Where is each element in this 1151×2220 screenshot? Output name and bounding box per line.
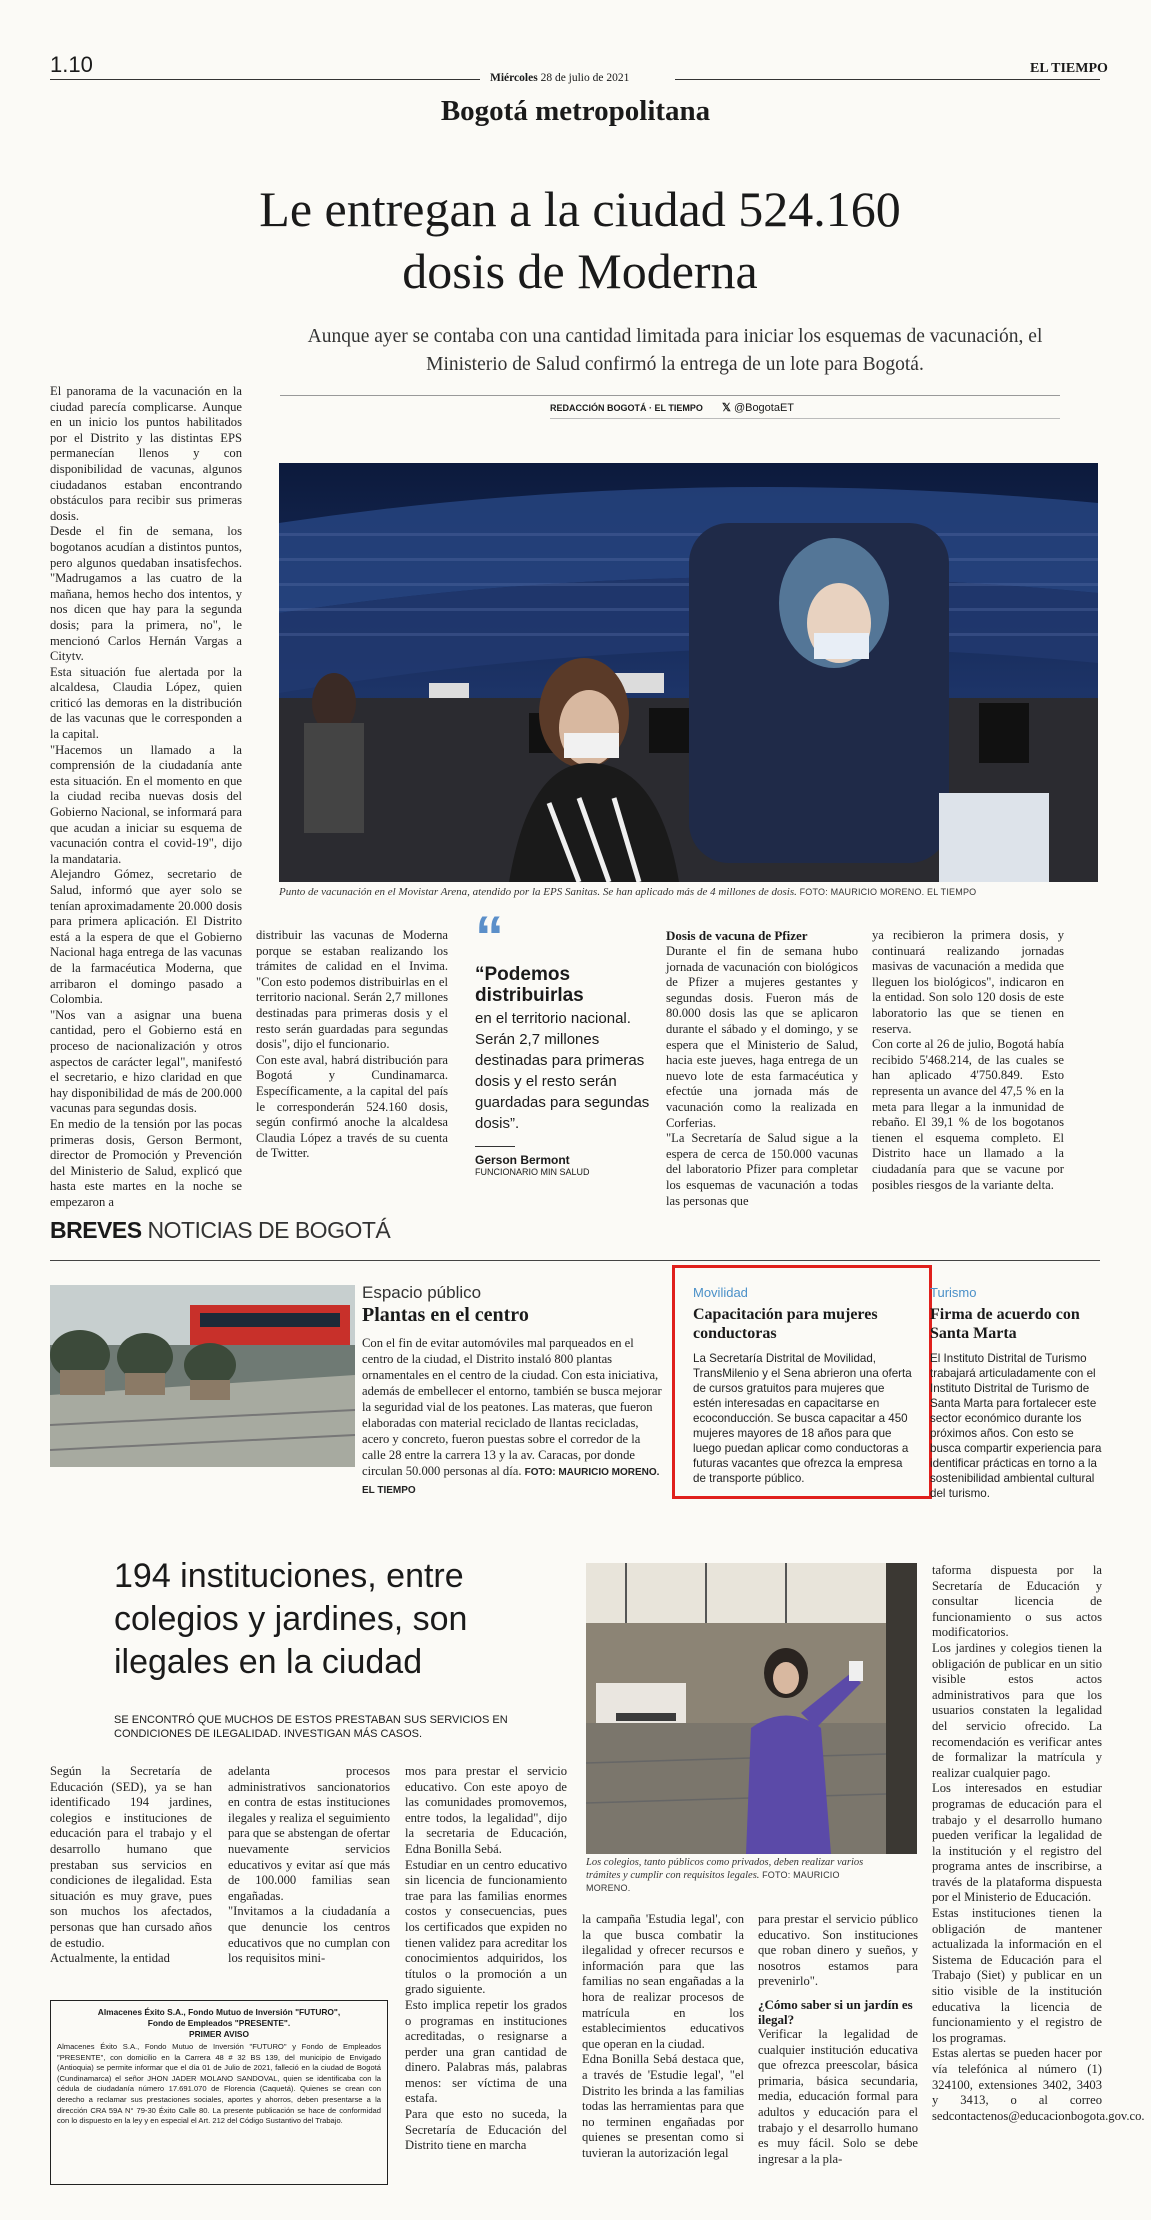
- quote-mark-icon: “: [475, 905, 504, 970]
- byline: REDACCIÓN BOGOTÁ · EL TIEMPO: [550, 403, 703, 413]
- twitter-handle: [722, 401, 794, 414]
- page-number: 1.10: [50, 52, 93, 77]
- quote-text: “Podemos distribuirlas: [475, 964, 584, 1006]
- header-rule-right: [675, 79, 1100, 80]
- masthead: EL TIEMPO: [1030, 61, 1108, 76]
- brief-plants-text: Con el fin de evitar automóviles mal parqueados en el centro de la ciudad, el Distrito instaló 800 plantas ornamentales en el centro de la ciudad. Con esta iniciativa, además de embellecer el entorno, también se busca mejorar la seguridad vial de los peatones. Las materas, que fueron elaboradas con material reciclado de llantas recicladas, acero y concreto, fueron puestas sobre el corredor de la calle 28 entre la carrera 13 y la av. Caracas, por donde circulan 50.000 personas al día.: [362, 1336, 662, 1478]
- quote-body: en el territorio nacional. Serán 2,7 millones destinadas para primeras dosis y el resto serán guardadas para segundas dosis”.: [475, 1010, 650, 1132]
- lead-deck: Aunque ayer se contaba con una cantidad limitada para iniciar los esquemas de vacunación, el Ministerio de Salud confirmó la entrega de un lote para Bogotá.: [307, 326, 1043, 375]
- second-col-1: Según la Secretaría de Educación (SED), ya se han identificado 194 jardines, colegios e instituciones de educación para el trabajo y el desarrollo humano que prestaban sus servicios en condiciones de ilegalidad. Esta situación es muy grave, pues son muchos los afectados, personas que han cursado años de estudio. Actualmente, la entidad: [50, 1764, 212, 1966]
- brief-plants: [362, 1283, 662, 1499]
- byline-rule: [280, 395, 1060, 396]
- second-col-5: [758, 1912, 918, 2167]
- twitter-text: @BogotaET: [733, 402, 795, 414]
- brief-turismo: [930, 1285, 1105, 1501]
- lead-photo-credit: FOTO: MAURICIO MORENO. EL TIEMPO: [799, 887, 977, 897]
- page-date: [490, 72, 629, 84]
- brief-movilidad-kicker: Movilidad: [693, 1285, 748, 1300]
- brief-turismo-title: Firma de acuerdo con Santa Marta: [930, 1306, 1080, 1342]
- breves-rule: [50, 1260, 1100, 1261]
- brief-movilidad-text: La Secretaría Distrital de Movilidad, TransMilenio y el Sena abrieron una oferta de cursos gratuitos para mujeres que estén interesadas en capacitarse en ecoconducción. Se busca capacitar a 450 mujeres mayores de 18 años para que luego puedan aplicar como conductoras a futuras vacantes que ofrezca la empresa de transporte público.: [693, 1352, 912, 1485]
- lead-photo-caption-text: Punto de vacunación en el Movistar Arena, atendido por la EPS Sanitas. Se han aplicado más de 4 millones de dosis.: [279, 886, 797, 898]
- quote-role: FUNCIONARIO MIN SALUD: [475, 1167, 590, 1177]
- brief-plants-credit: FOTO: MAURICIO MORENO. EL TIEMPO: [362, 1467, 660, 1496]
- plants-photo-image: [50, 1285, 355, 1467]
- twitter-icon: 𝕏: [722, 402, 731, 414]
- brief-plants-title: Plantas en el centro: [362, 1304, 529, 1326]
- pull-quote: [475, 905, 650, 1177]
- quote-rule: [475, 1146, 515, 1147]
- quote-author: Gerson Bermont: [475, 1153, 570, 1167]
- brief-movilidad: [693, 1285, 913, 1486]
- byline-rule-bottom: [550, 418, 1060, 419]
- breves-label-rest: NOTICIAS DE BOGOTÁ: [141, 1217, 391, 1243]
- second-col-5b-text: Verificar la legalidad de cualquier institución educativa que ofrezca preescolar, básica primaria, básica secundaria, media, educación formal para adultos y educación para el trabajo y el desarrollo humano es muy fácil. Solo se debe ingresar a la pla-: [758, 2026, 918, 2166]
- date-rest: 28 de julio de 2021: [537, 72, 630, 84]
- lead-col-5: ya recibieron la primera dosis, y continuará realizando jornadas masivas de vacunación a medida que lleguen los biológicos", indicaron en la entidad. Son solo 120 dosis de este laboratorio las que se tienen en reserva. Con corte al 26 de julio, Bogotá había recibido 5'468.214, de las cuales se han aplicado 4'750.849. Esto representa un avance del 47,5 % en la meta para llegar a la inmunidad de rebaño. El 39,1 % de los bogotanos tienen el esquema completo. El Distrito hace un llamado a la ciudadanía para que se vacune por posibles riesgos de la variante delta.: [872, 928, 1064, 1192]
- school-photo-image: [586, 1563, 917, 1854]
- legal-check-subhead: ¿Cómo saber si un jardín es ilegal?: [758, 1996, 913, 2027]
- breves-photo: [50, 1285, 355, 1467]
- second-photo-credit: FOTO: MAURICIO MORENO.: [586, 1870, 840, 1893]
- vaccination-photo-image: [279, 463, 1098, 882]
- brief-plants-body: [362, 1335, 662, 1499]
- second-col-6: taforma dispuesta por la Secretaría de Educación y consultar licencia de funcionamiento o sus actos modificatorios. Los jardines y colegios tienen la obligación de publicar en un sitio visible estos actos administrativos para que los usuarios constaten la legalidad del servicio ofrecido. La recomendación es verificar antes de formalizar la matrícula y realizar cualquier pago. Los interesados en estudiar programas de educación para el trabajo y el desarrollo humano pueden verificar la legalidad de la institución y el registro del programa antes de inscribirse, a través de la plataforma dispuesta por el Ministerio de Educación. Estas instituciones tienen la obligación de mantener actualizada la información en el Sistema de Educación para el Trabajo (Siet) y publicar en un sitio visible de la institución educativa la licencia de funcionamiento y el registro de los programas. Estas alertas se pueden hacer por vía telefónica al número (1) 324100, extensiones 3402, 3403 y 3413, o al correo sedcontactenos@educacionbogota.gov.co.: [932, 1563, 1145, 2123]
- breves-label-bold: BREVES: [50, 1217, 142, 1243]
- notice-head-1: Almacenes Éxito S.A., Fondo Mutuo de Inversión "FUTURO",: [97, 2007, 341, 2017]
- lead-col-4-text: Durante el fin de semana hubo jornada de vacunación con biológicos de Pfizer a mujeres gestantes y segundas dosis. Fueron más de 80.000 dosis las que se aplicaron durante el sábado y el domingo, y se espera que el Ministerio de Salud, hacia este jueves, haga entrega de un nuevo lote de esta farmacéutica y efectúe una jornada más de vacunación como la realizada en Corferias. "La Secretaría de Salud sigue a la espera de cerca de 150.000 vacunas del laboratorio Pfizer para completar los esquemas de vacunación a todas las personas que: [666, 944, 858, 1208]
- brief-turismo-kicker: Turismo: [930, 1285, 977, 1300]
- second-col-4: la campaña 'Estudia legal', con la que busca combatir la ilegalidad y ofrecer recursos e información para que las familias no sean engañadas a la hora de realizar procesos de matrícula en los establecimientos educativos que operan en la ciudad. Edna Bonilla Sebá destaca que, a través de 'Estudie legal', "el Distrito les brinda a las familias todas las herramientas para que no terminen engañadas por quienes se presentan como si tuvieran la autorización legal: [582, 1912, 744, 2160]
- section-title: Bogotá metropolitana: [440, 95, 711, 127]
- legal-notice: [50, 2000, 388, 2185]
- second-photo-caption-text: Los colegios, tanto públicos como privados, deben realizar varios trámites y cumplir con requisitos legales.: [586, 1857, 864, 1881]
- second-photo-caption: [586, 1856, 886, 1895]
- second-col-5-text: para prestar el servicio público educativo. Son instituciones que roban dinero y sueños, y nosotros estamos para prevenirlo".: [758, 1912, 918, 1989]
- lead-photo-caption: [279, 886, 1109, 898]
- date-day: Miércoles: [490, 72, 538, 84]
- second-col-2: adelanta procesos administrativos sancionatorios en contra de estas instituciones ilegales y realiza el seguimiento para que se abstengan de ofertar nuevamente servicios educativos y evitar así que más de 100.000 familias sean engañadas. "Invitamos a la ciudadanía a que denuncie los centros educativos que no cumplan con los requisitos mini-: [228, 1764, 390, 1966]
- lead-col-1: El panorama de la vacunación en la ciudad parecía complicarse. Aunque en un inicio los puntos habilitados por el Distrito y las distintas EPS permanecían llenos y con disponibilidad de vacunas, algunos ciudadanos estaban encontrando obstáculos para recibir sus primeras dosis. Desde el fin de semana, los bogotanos acudían a distintos puntos, pero algunos quedaban insatisfechos. "Madrugamos a las cuatro de la mañana, hemos hecho dos intentos, y nos dicen que hay para la segunda dosis; para la primera, no", le mencionó Carlos Hernán Vargas a Citytv. Esta situación fue alertada por la alcaldesa, Claudia López, quien criticó las demoras en la distribución de las vacunas que le corresponden a la capital. "Hacemos un llamado a la comprensión de la ciudadanía ante esta situación. En el momento en que la ciudad reciba nuevas dosis del Gobierno Nacional, se informará para que acudan a iniciar su esquema de vacunación contra el covid-19", dijo la mandataria. Alejandro Gómez, secretario de Salud, informó que ayer solo se tenían aproximadamente 20.000 dosis para primera aplicación. El Distrito está a la espera de que el Gobierno Nacional haga entrega de las vacunas de la farmacéutica Moderna, que arribaron el domingo pasado a Colombia. "Nos van a asignar una buena cantidad, pero el Gobierno está en proceso de nacionalización y otros aspectos de carácter legal", manifestó el secretario, e hizo claridad en que hay disponibilidad de más de 200.000 vacunas para segundas dosis. En medio de la tensión por las pocas primeras dosis, Gerson Bermont, director de Promoción y Prevención del Ministerio de Salud, explicó que hasta este martes en la noche se empezaron a: [50, 384, 242, 1209]
- lead-headline: Le entregan a la ciudad 524.160 dosis de Moderna: [259, 181, 901, 299]
- pfizer-subhead: Dosis de vacuna de Pfizer: [666, 928, 808, 943]
- header-rule-left: [50, 79, 480, 80]
- second-col-3: mos para prestar el servicio educativo. Con este apoyo de las comunidades promovemos, entre todos, la legalidad", dijo la secretaria de Educación, Edna Bonilla Sebá. Estudiar en un centro educativo sin licencia de funcionamiento trae para las familias enormes costos y consecuencias, pues los certificados que expiden no tienen validez para acreditar los conocimientos adquiridos, los títulos o la promoción a un grado siguiente. Esto implica repetir los grados o programas en instituciones acreditadas, o resignarse a perder una gran cantidad de dinero. Palabras más, palabras menos: ser víctima de una estafa. Para que esto no suceda, la Secretaría de Educación del Distrito tiene en marcha: [405, 1764, 567, 2153]
- second-headline: 194 instituciones, entre colegios y jardines, son ilegales en la ciudad: [114, 1557, 468, 1681]
- second-photo: [586, 1563, 917, 1854]
- notice-head-2: Fondo de Empleados "PRESENTE".: [147, 2018, 291, 2028]
- notice-body: Almacenes Éxito S.A., Fondo Mutuo de Inversión "FUTURO" y Fondo de Empleados "PRESENTE", con domicilio en la Carrera 48 # 32 BS 139, del municipio de Envigado (Antioquia) se permite informar que el día 01 de Julio de 2021, falleció en la ciudad de Bogotá (Cundinamarca) el señor JHON JADER MOLANO SANDOVAL, quien se identificaba con la cédula de ciudadanía número 17.691.070 de Florencia (Caquetá). Quienes se crean con derecho a reclamar sus prestaciones sociales, aportes y ahorros, deben presentarse a la dirección CRA 59A N° 79-30 Éxito Calle 80. La presente publicación se hace de conformidad con lo dispuesto en la ley y en especial el Art. 212 del Código Sustantivo del Trabajo.: [57, 2042, 381, 2126]
- breves-label: [50, 1217, 390, 1244]
- notice-head-3: PRIMER AVISO: [188, 2029, 250, 2039]
- lead-col-2: distribuir las vacunas de Moderna porque se estaban realizando los trámites de calidad en el Invima. "Con esto podemos distribuirlas en el territorio nacional. Serán 2,7 millones destinadas para primeras dosis y el resto serán guardadas para segundas dosis", dijo el funcionario. Con este aval, habrá distribución para Bogotá y Cundinamarca. Específicamente, a la capital del país le corresponderán 524.160 dosis, según confirmó anoche la alcaldesa Claudia López a través de su cuenta de Twitter.: [256, 928, 448, 1161]
- brief-turismo-text: El Instituto Distrital de Turismo trabajará articuladamente con el Instituto Distrital de Turismo de Santa Marta para fortalecer este sector económico durante los próximos años. Con esto se busca compartir experiencia para identificar prácticas en torno a la sostenibilidad ambiental cultural del turismo.: [930, 1352, 1102, 1500]
- second-deck: SE ENCONTRÓ QUE MUCHOS DE ESTOS PRESTABAN SUS SERVICIOS EN CONDICIONES DE ILEGALIDAD. INVESTIGAN MÁS CASOS.: [114, 1714, 508, 1740]
- lead-photo: [279, 463, 1098, 882]
- lead-col-4: [666, 928, 858, 1209]
- brief-movilidad-title: Capacitación para mujeres conductoras: [693, 1306, 878, 1342]
- brief-plants-kicker: Espacio público: [362, 1283, 482, 1302]
